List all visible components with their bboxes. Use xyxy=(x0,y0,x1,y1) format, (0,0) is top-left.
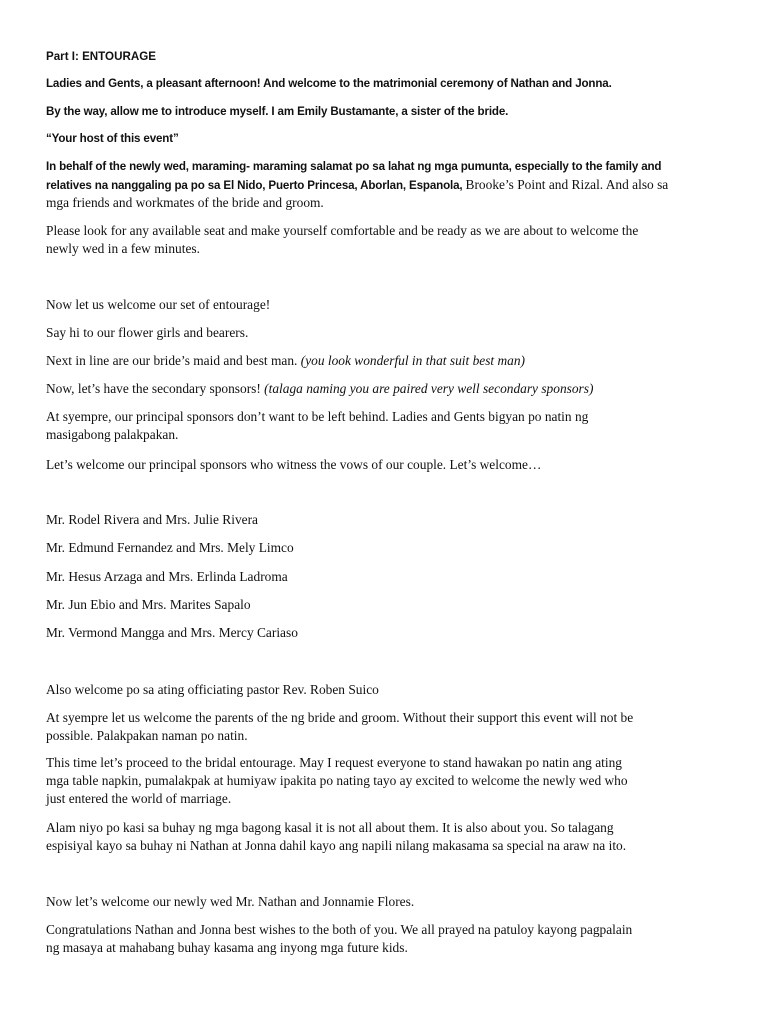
secondary-sponsors-line xyxy=(46,380,593,397)
bridal-line-3: just entered the world of marriage. xyxy=(46,791,232,806)
maid-best-man-line xyxy=(46,352,525,369)
welcome-entourage-line: Now let us welcome our set of entourage! xyxy=(46,297,271,312)
principal-intro-line-2: masigabong palakpakan. xyxy=(46,427,179,442)
sponsor-item: Mr. Jun Ebio and Mrs. Marites Sapalo xyxy=(46,597,251,612)
principal-intro-line-1: At syempre, our principal sponsors don’t want to be left behind. Ladies and Gents bigyan po natin ng xyxy=(46,409,589,424)
intro-line: By the way, allow me to introduce myself. I am Emily Bustamante, a sister of the bride. xyxy=(46,105,509,118)
principal-welcome-line: Let’s welcome our principal sponsors who witness the vows of our couple. Let’s welcome… xyxy=(46,457,542,472)
sponsor-item: Mr. Rodel Rivera and Mrs. Julie Rivera xyxy=(46,512,258,527)
special-line-1: Alam niyo po kasi sa buhay ng mga bagong kasal it is not all about them. It is also about you. So talagang xyxy=(46,820,614,835)
congrats-line-2: ng masaya at mahabang buhay kasama ang inyong mga future kids. xyxy=(46,940,408,955)
thanks-line-2-bold: relatives na nanggaling pa po sa El Nido, Puerto Princesa, Aborlan, Espanola, xyxy=(46,179,466,192)
sponsor-item: Mr. Hesus Arzaga and Mrs. Erlinda Ladroma xyxy=(46,569,288,584)
greeting-line: Ladies and Gents, a pleasant afternoon! And welcome to the matrimonial ceremony of Nathan and Jonna. xyxy=(46,77,612,90)
special-line-2: espisiyal kayo sa buhay ni Nathan at Jonna dahil kayo ang napili nilang makasama sa special na araw na ito. xyxy=(46,838,627,853)
parents-line-2: possible. Palakpakan naman po natin. xyxy=(46,728,248,743)
thanks-line-2 xyxy=(46,176,668,194)
host-line: “Your host of this event” xyxy=(46,132,179,145)
sponsor-item: Mr. Edmund Fernandez and Mrs. Mely Limco xyxy=(46,540,294,555)
seat-line-2: newly wed in a few minutes. xyxy=(46,241,200,256)
maid-best-man-aside: (you look wonderful in that suit best man) xyxy=(300,353,526,368)
secondary-sponsors-aside: (talaga naming you are paired very well secondary sponsors) xyxy=(264,381,594,396)
flower-girls-line: Say hi to our flower girls and bearers. xyxy=(46,325,249,340)
secondary-sponsors-text: Now, let’s have the secondary sponsors! xyxy=(46,381,265,396)
sponsor-item: Mr. Vermond Mangga and Mrs. Mercy Cariaso xyxy=(46,625,298,640)
thanks-line-2-rest: Brooke’s Point and Rizal. And also sa xyxy=(465,177,669,192)
pastor-line: Also welcome po sa ating officiating pastor Rev. Roben Suico xyxy=(46,682,379,697)
parents-line-1: At syempre let us welcome the parents of the ng bride and groom. Without their support this event will not be xyxy=(46,710,634,725)
maid-best-man-text: Next in line are our bride’s maid and best man. xyxy=(46,353,301,368)
newly-wed-line: Now let’s welcome our newly wed Mr. Nathan and Jonnamie Flores. xyxy=(46,894,415,909)
seat-line-1: Please look for any available seat and make yourself comfortable and be ready as we are about to welcome the xyxy=(46,223,639,238)
document-heading: Part I: ENTOURAGE xyxy=(46,50,156,63)
thanks-line-3: mga friends and workmates of the bride and groom. xyxy=(46,195,324,210)
thanks-line-1: In behalf of the newly wed, maraming- maraming salamat po sa lahat ng mga pumunta, especially to the family and xyxy=(46,160,662,173)
congrats-line-1: Congratulations Nathan and Jonna best wishes to the both of you. We all prayed na patuloy kayong pagpalain xyxy=(46,922,633,937)
bridal-line-2: mga table napkin, pumalakpak at humiyaw ipakita po nating tayo ay excited to welcome the newly wed who xyxy=(46,773,628,788)
bridal-line-1: This time let’s proceed to the bridal entourage. May I request everyone to stand hawakan po natin ang ating xyxy=(46,755,622,770)
